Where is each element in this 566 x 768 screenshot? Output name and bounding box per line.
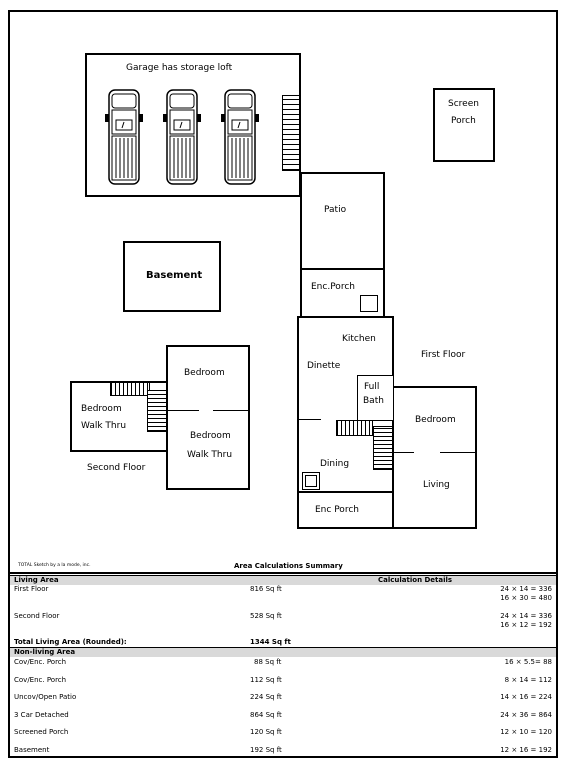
first-floor-stairs <box>373 426 393 470</box>
row-name: Uncov/Open Patio <box>14 693 77 701</box>
screen-porch-label-2: Porch <box>451 116 476 126</box>
full-bath-label-2: Bath <box>363 396 384 406</box>
second-floor-wall <box>213 410 250 411</box>
garage-label: Garage has storage loft <box>126 63 233 73</box>
second-floor-stairs <box>110 382 150 396</box>
row-calc: 24 × 14 = 336 <box>500 612 552 620</box>
dinette-label: Dinette <box>307 361 341 371</box>
living-area-title: Living Area <box>14 576 59 584</box>
dining-fixture-inner <box>305 475 317 487</box>
row-calc: 12 × 10 = 120 <box>500 728 552 736</box>
truck-icon <box>104 88 144 186</box>
nonliving-area-title: Non-living Area <box>14 648 76 656</box>
living-label: Living <box>423 480 450 490</box>
second-floor-right <box>166 345 250 490</box>
row-name: Cov/Enc. Porch <box>14 658 67 666</box>
row-area: 192 Sq ft <box>250 746 282 754</box>
bedroom-walk-left-1: Bedroom <box>81 404 122 414</box>
summary-title: Area Calculations Summary <box>234 562 343 570</box>
row-name: Screened Porch <box>14 728 69 736</box>
total-label: Total Living Area (Rounded): <box>14 638 127 646</box>
bedroom-walk-left-2: Walk Thru <box>81 421 127 431</box>
total-value: 1344 Sq ft <box>250 638 291 646</box>
row-calc: 14 × 16 = 224 <box>500 693 552 701</box>
enc-porch-fixture <box>360 295 378 312</box>
row-name: Cov/Enc. Porch <box>14 676 67 684</box>
second-floor-stairs <box>147 390 167 432</box>
truck-icon <box>162 88 202 186</box>
row-calc: 8 × 14 = 112 <box>504 676 552 684</box>
row-area: 528 Sq ft <box>250 612 282 620</box>
screen-porch-label-1: Screen <box>448 99 479 109</box>
kitchen-label: Kitchen <box>342 334 376 344</box>
bedroom-walk-right-1: Bedroom <box>190 431 231 441</box>
row-area: 816 Sq ft <box>250 585 282 593</box>
garage-stairs <box>282 95 300 171</box>
area-summary-table <box>8 572 558 760</box>
second-floor-wall <box>166 410 199 411</box>
first-floor-right <box>392 386 477 529</box>
interior-wall <box>392 452 414 453</box>
enc-porch-bottom-label: Enc Porch <box>315 505 359 515</box>
patio <box>300 172 385 270</box>
row-name: Second Floor <box>14 612 60 620</box>
bedroom-walk-right-2: Walk Thru <box>187 450 233 460</box>
row-calc: 24 × 14 = 336 <box>500 585 552 593</box>
first-floor-label: First Floor <box>421 350 466 360</box>
row-calc: 16 × 12 = 192 <box>500 621 552 629</box>
row-calc: 12 × 16 = 192 <box>500 746 552 754</box>
first-floor-stairs <box>336 420 373 436</box>
patio-label: Patio <box>324 205 347 215</box>
credit-text: TOTAL Sketch by a la mode, inc. <box>18 563 91 568</box>
row-area: 112 Sq ft <box>250 676 282 684</box>
row-area: 224 Sq ft <box>250 693 282 701</box>
truck-icon <box>220 88 260 186</box>
bedroom-top-label: Bedroom <box>184 368 225 378</box>
row-calc: 24 × 36 = 864 <box>500 711 552 719</box>
living-area-header <box>10 575 556 585</box>
row-name: 3 Car Detached <box>14 711 69 719</box>
bedroom-right-label: Bedroom <box>415 415 456 425</box>
row-area: 88 Sq ft <box>254 658 282 666</box>
interior-wall <box>440 452 477 453</box>
row-calc: 16 × 5.5= 88 <box>504 658 552 666</box>
row-name: Basement <box>14 746 50 754</box>
interior-wall <box>297 419 321 420</box>
basement-label: Basement <box>146 270 203 281</box>
enc-porch-bottom-wall <box>297 491 394 493</box>
calc-details-title: Calculation Details <box>378 576 453 584</box>
second-floor-label: Second Floor <box>87 463 146 473</box>
row-calc: 16 × 30 = 480 <box>500 594 552 602</box>
nonliving-area-header <box>10 647 556 657</box>
row-area: 120 Sq ft <box>250 728 282 736</box>
row-name: First Floor <box>14 585 49 593</box>
row-area: 864 Sq ft <box>250 711 282 719</box>
full-bath-label-1: Full <box>364 382 380 392</box>
dining-label: Dining <box>320 459 350 469</box>
enc-porch-top-label: Enc.Porch <box>311 282 355 292</box>
